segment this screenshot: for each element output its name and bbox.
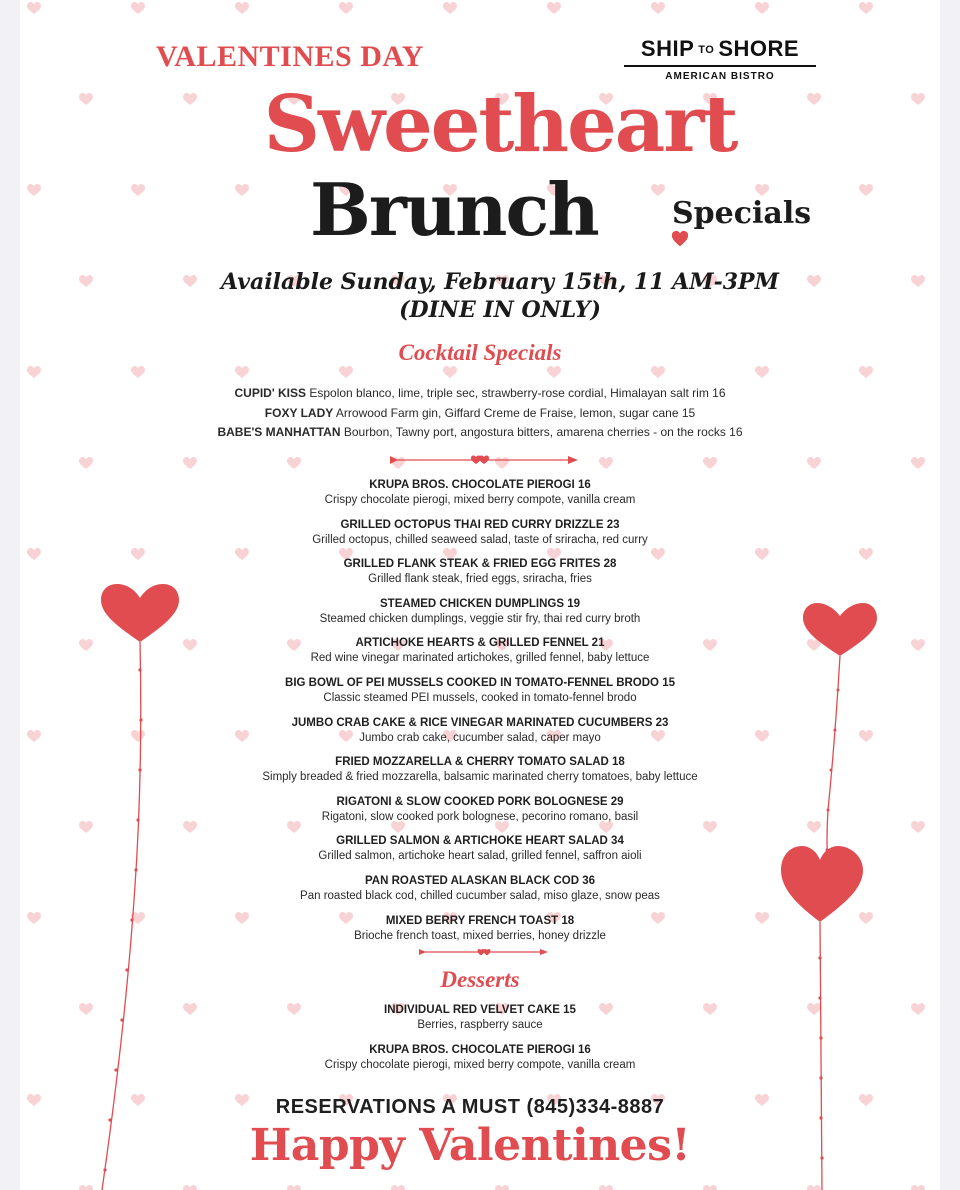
logo-to: TO [698,44,715,57]
pattern-heart-icon [755,366,769,378]
cocktail-name: FOXY LADY [264,405,334,420]
pattern-heart-icon [27,2,41,14]
menu-item-desc: Red wine vinegar marinated artichokes, grilled fennel, baby lettuce [310,652,650,665]
cocktail-item [20,423,940,443]
menu-item-name: ARTICHOKE HEARTS & GRILLED FENNEL 21 [355,637,605,650]
pattern-heart-icon [235,184,249,196]
pattern-heart-icon [859,184,873,196]
menu-item-desc: Grilled salmon, artichoke heart salad, grilled fennel, saffron aioli [318,850,642,863]
arrow-divider-small-icon [418,945,550,959]
pattern-heart-icon [235,366,249,378]
pattern-heart-icon [79,457,93,469]
cocktail-desc: Arrowood Farm gin, Giffard Creme de Fraise, lemon, sugar cane 15 [335,405,696,420]
dessert-desc: Crispy chocolate pierogi, mixed berry compote, vanilla cream [324,1059,636,1071]
desserts-heading: Desserts [440,967,520,992]
pattern-heart-icon [27,366,41,378]
pattern-heart-icon [27,184,41,196]
menu-item-desc: Crispy chocolate pierogi, mixed berry compote, vanilla cream [324,494,636,506]
valentines-day-heading: VALENTINES DAY [156,40,424,73]
pattern-heart-icon [131,2,145,14]
pattern-heart-icon [703,1185,717,1190]
cocktail-specials-heading: Cocktail Specials [398,340,562,365]
pattern-heart-icon [339,366,353,378]
dessert-name: INDIVIDUAL RED VELVET CAKE 15 [384,1004,576,1016]
menu-item-desc: Grilled octopus, chilled seaweed salad, taste of sriracha, red curry [312,533,648,546]
availability-notice [100,268,900,324]
cocktail-desc: Bourbon, Tawny port, angostura bitters, amarena cherries - on the rocks 16 [343,425,743,439]
cocktail-item [20,384,940,404]
pattern-heart-icon [287,457,301,469]
pattern-heart-icon [807,93,821,105]
heart-balloon-left-icon [90,580,190,1190]
pattern-heart-icon [547,2,561,14]
logo-subtitle: AMERICAN BISTRO [665,71,775,82]
pattern-heart-icon [703,457,717,469]
pattern-heart-icon [755,2,769,14]
menu-item-desc: Grilled flank steak, fried eggs, sriracha, fries [368,573,592,586]
pattern-heart-icon [755,184,769,196]
cocktail-list [20,384,940,443]
pattern-heart-icon [79,93,93,105]
pattern-heart-icon [131,184,145,196]
pattern-heart-icon [495,1185,509,1190]
menu-item-name: RIGATONI & SLOW COOKED PORK BOLOGNESE 29 [336,795,624,808]
logo-wordmark [624,36,816,67]
pattern-heart-icon [547,366,561,378]
dessert-name: KRUPA BROS. CHOCOLATE PIEROGI 16 [369,1044,591,1056]
menu-item-name: FRIED MOZZARELLA & CHERRY TOMATO SALAD 18 [335,756,625,769]
pattern-heart-icon [859,2,873,14]
menu-item-name: GRILLED FLANK STEAK & FRIED EGG FRITES 28 [343,558,617,571]
menu-item-name: PAN ROASTED ALASKAN BLACK COD 36 [364,874,595,887]
menu-item-name: JUMBO CRAB CAKE & RICE VINEGAR MARINATED CUCUMBERS 23 [291,716,669,729]
menu-item-desc: Simply breaded & fried mozzarella, balsamic marinated cherry tomatoes, baby lettuce [262,771,698,784]
reservations-line: RESERVATIONS A MUST (845)334-8887 [275,1096,665,1118]
pattern-heart-icon [911,1185,925,1190]
pattern-heart-icon [807,457,821,469]
menu-item-desc: Rigatoni, slow cooked pork bolognese, pecorino romano, basil [321,810,639,823]
arrow-divider-icon [388,452,580,468]
logo-shore: SHORE [718,36,800,61]
pattern-heart-icon [391,1185,405,1190]
menu-item-desc: Classic steamed PEI mussels, cooked in tomato-fennel brodo [323,691,637,704]
menu-item [20,518,940,558]
pattern-heart-icon [911,93,925,105]
menu-poster [20,0,940,1190]
menu-item-name: MIXED BERRY FRENCH TOAST 18 [385,914,575,927]
menu-item-name: BIG BOWL OF PEI MUSSELS COOKED IN TOMATO-FENNEL BRODO 15 [285,676,675,689]
cocktail-desc: Espolon blanco, lime, triple sec, strawberry-rose cordial, Himalayan salt rim 16 [309,386,726,400]
menu-item-desc: Pan roasted black cod, chilled cucumber salad, miso glaze, snow peas [300,889,660,902]
title-sweetheart: Sweetheart [263,79,737,170]
cocktail-name: BABE'S MANHATTAN [217,425,341,439]
pattern-heart-icon [235,2,249,14]
happy-valentines-heading: Happy Valentines! [249,1120,691,1171]
menu-item-name: KRUPA BROS. CHOCOLATE PIEROGI 16 [369,479,591,491]
logo-ship: SHIP [640,36,695,61]
pattern-heart-icon [443,2,457,14]
pattern-heart-icon [183,93,197,105]
title-specials: Specials [672,196,812,231]
pattern-heart-icon [339,2,353,14]
pattern-heart-icon [911,275,925,287]
menu-item-desc: Steamed chicken dumplings, veggie stir fry, thai red curry broth [319,612,641,625]
pattern-heart-icon [79,275,93,287]
dessert-desc: Berries, raspberry sauce [417,1019,543,1031]
pattern-heart-icon [651,366,665,378]
title-brunch: Brunch [310,167,598,252]
menu-item [20,478,940,518]
pattern-heart-icon [859,366,873,378]
restaurant-logo [624,36,816,82]
heart-balloon-right-bottom-icon [775,838,875,1190]
cocktail-item [20,404,940,424]
pattern-heart-icon [443,366,457,378]
availability-date: Available Sunday, February 15th, 11 AM-3PM [221,269,779,295]
pattern-heart-icon [183,457,197,469]
small-heart-icon [671,230,689,248]
menu-item-name: GRILLED OCTOPUS THAI RED CURRY DRIZZLE 23 [340,518,620,531]
cocktail-name: CUPID' KISS [234,386,307,400]
menu-item-name: GRILLED SALMON & ARTICHOKE HEART SALAD 34 [336,835,624,848]
pattern-heart-icon [287,1185,301,1190]
pattern-heart-icon [599,457,613,469]
menu-item-name: STEAMED CHICKEN DUMPLINGS 19 [380,597,580,610]
pattern-heart-icon [131,366,145,378]
menu-item-desc: Brioche french toast, mixed berries, honey drizzle [354,929,606,942]
menu-item-desc: Jumbo crab cake, cucumber salad, caper mayo [359,731,601,744]
pattern-heart-icon [599,1185,613,1190]
dine-in-only: (DINE IN ONLY) [399,297,601,323]
pattern-heart-icon [651,2,665,14]
pattern-heart-icon [911,457,925,469]
